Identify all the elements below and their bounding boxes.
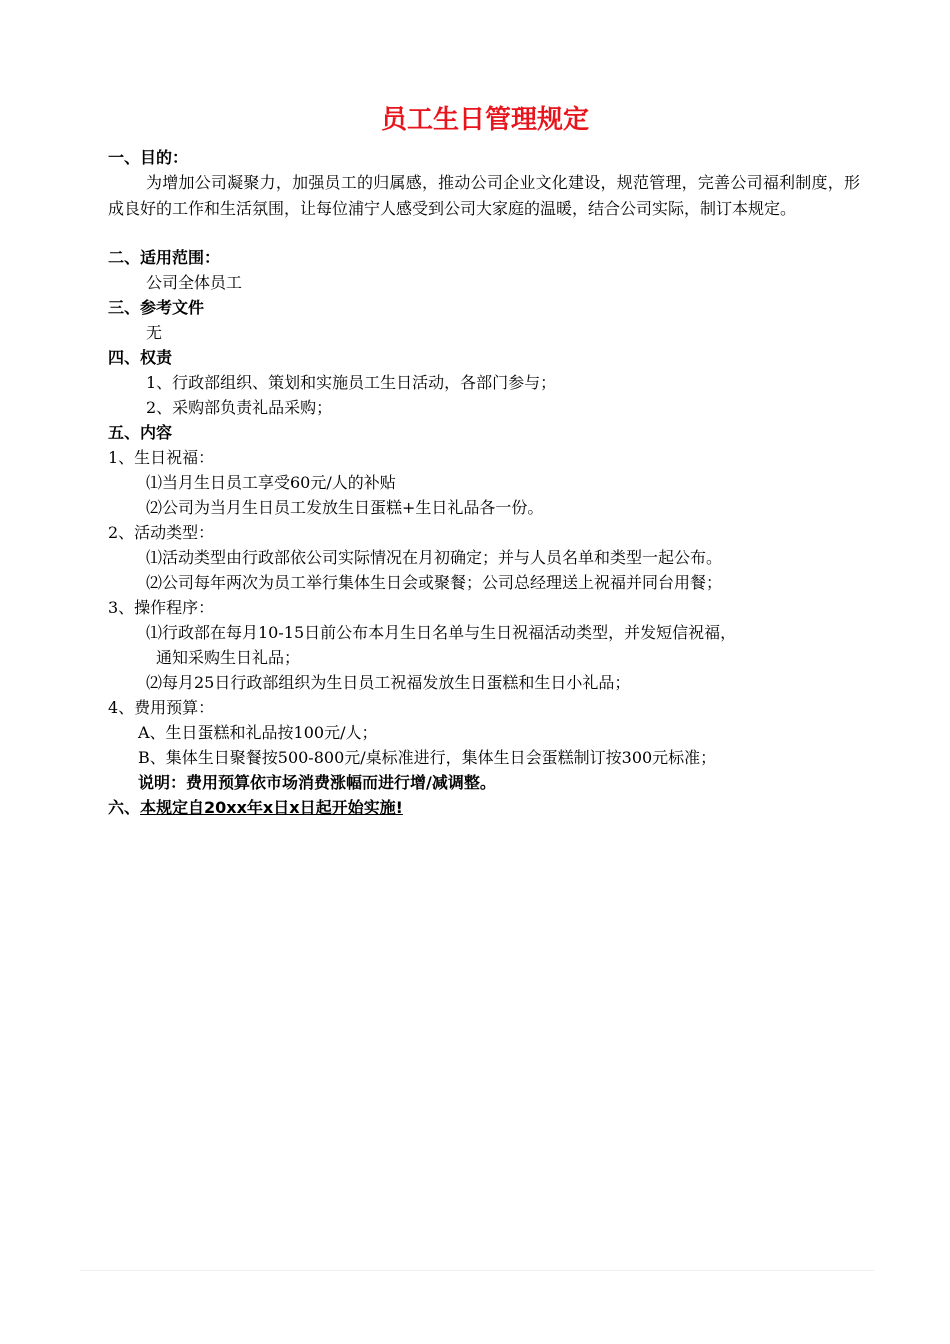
subsection-4-item: B、集体生日聚餐按500-800元/桌标准进行，集体生日会蛋糕制订按300元标准； [138, 748, 717, 767]
section-4-item: 1、行政部组织、策划和实施员工生日活动，各部门参与； [146, 373, 557, 392]
subsection-3-item: ⑴行政部在每月10-15日前公布本月生日名单与生日祝福活动类型，并发短信祝福， [146, 623, 737, 642]
subsection-1-heading: 1、生日祝福： [108, 448, 215, 467]
subsection-3-item: ⑵每月25日行政部组织为生日员工祝福发放生日蛋糕和生日小礼品； [146, 673, 631, 692]
footer-divider [80, 1270, 874, 1271]
section-3-heading: 三、参考文件 [108, 298, 205, 317]
section-4-item: 2、采购部负责礼品采购； [146, 398, 333, 417]
subsection-2-heading: 2、活动类型： [108, 523, 215, 542]
section-2-heading: 二、适用范围： [108, 248, 221, 267]
section-1-body: 为增加公司凝聚力，加强员工的归属感，推动公司企业文化建设，规范管理，完善公司福利制度，形成良好的工作和生活氛围，让每位浦宁人感受到公司大家庭的温暖，结合公司实际，制订本规定。 [108, 173, 860, 218]
effective-date-statement: 本规定自20xx年x日x日起开始实施! [140, 798, 403, 817]
section-3-body: 无 [146, 323, 163, 342]
section-6 [108, 796, 403, 820]
subsection-3-heading: 3、操作程序： [108, 598, 215, 617]
budget-note: 说明：费用预算依市场消费涨幅而进行增/减调整。 [138, 773, 496, 792]
section-2-body: 公司全体员工 [146, 273, 243, 292]
section-5-heading: 五、内容 [108, 423, 173, 442]
subsection-4-heading: 4、费用预算： [108, 698, 215, 717]
section-1-heading: 一、目的： [108, 148, 189, 167]
subsection-2-item: ⑵公司每年两次为员工举行集体生日会或聚餐；公司总经理送上祝福并同台用餐； [146, 573, 723, 592]
subsection-4-item: A、生日蛋糕和礼品按100元/人； [138, 723, 378, 742]
subsection-2-item: ⑴活动类型由行政部依公司实际情况在月初确定；并与人员名单和类型一起公布。 [146, 548, 723, 567]
section-4-heading: 四、权责 [108, 348, 173, 367]
subsection-1-item: ⑵公司为当月生日员工发放生日蛋糕+生日礼品各一份。 [146, 498, 544, 517]
subsection-3-item-continued: 通知采购生日礼品； [156, 648, 301, 667]
subsection-1-item: ⑴当月生日员工享受60元/人的补贴 [146, 473, 396, 492]
section-6-prefix: 六、 [108, 798, 141, 817]
document-title: 员工生日管理规定 [380, 105, 589, 135]
